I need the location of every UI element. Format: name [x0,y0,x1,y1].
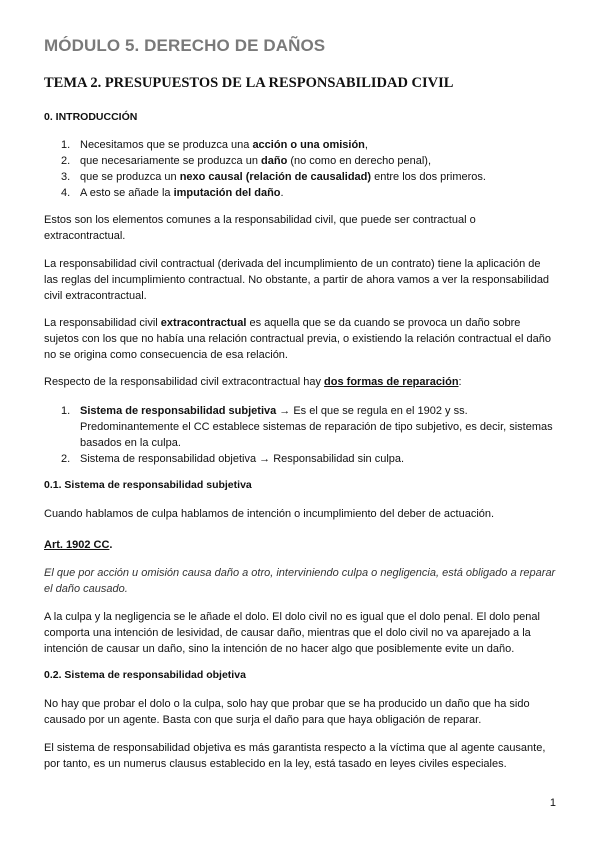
list-item: 1. Necesitamos que se produzca una acción o una omisión, [61,139,368,151]
section-0-heading: 0. INTRODUCCIÓN [44,111,138,123]
paragraph: Cuando hablamos de culpa hablamos de intención o incumplimiento del deber de actuación. [44,508,495,520]
elements-list [44,137,556,201]
page-number: 1 [549,797,556,809]
paragraph: A la culpa y la negligencia se le añade el dolo. El dolo civil no es igual que el dolo penal. El dolo penal comporta una intención de lesividad, de causar daño, mientras que el dolo civil no va aparejado a la intención de causar un daño, sino la intención de no hacer algo que posiblemente evite un daño. [44,611,540,655]
module-title: MÓDULO 5. DERECHO DE DAÑOS [44,36,326,55]
paragraph: No hay que probar el dolo o la culpa, solo hay que probar que se ha producido un daño que ha sido causado por un agente. Basta con que surja el daño para que haya obligación de reparar. [44,698,530,726]
list-item: 3. que se produzca un nexo causal (relación de causalidad) entre los dos primeros. [61,171,486,183]
paragraph: Estos son los elementos comunes a la responsabilidad civil, que puede ser contractual o extracontractual. [44,214,476,242]
tema-title: TEMA 2. PRESUPUESTOS DE LA RESPONSABILIDAD CIVIL [44,75,454,91]
list-item: 1. Sistema de responsabilidad subjetiva → Es el que se regula en el 1902 y ss. Predominantemente el CC establece sistemas de reparación de tipo subjetivo, es decir, sistemas basados en la culpa. [61,405,553,449]
list-item: 4. A esto se añade la imputación del daño. [61,187,284,199]
paragraph: La responsabilidad civil extracontractual es aquella que se da cuando se provoca un daño sobre sujetos con los que no había una relación contractual previa, o existiendo la relación contractual el daño no se origina como consecuencia de esa relación. [44,317,551,361]
list-item: 2. Sistema de responsabilidad objetiva → Responsabilidad sin culpa. [61,453,405,465]
section-02-heading: 0.2. Sistema de responsabilidad objetiva [44,669,246,681]
article-quote: El que por acción u omisión causa daño a otro, interviniendo culpa o negligencia, está obligado a reparar el daño causado. [44,567,556,595]
article-reference: Art. 1902 CC. [44,539,113,551]
reparation-forms-list [44,403,556,467]
section-01-heading: 0.1. Sistema de responsabilidad subjetiva [44,479,252,491]
paragraph: La responsabilidad civil contractual (derivada del incumplimiento de un contrato) tiene la aplicación de las reglas del incumplimiento contractual. No obstante, a partir de ahora vamos a ver la responsabilidad civil extracontractual. [44,258,550,302]
paragraph: Respecto de la responsabilidad civil extracontractual hay dos formas de reparación: [44,376,462,388]
list-item: 2. que necesariamente se produzca un daño (no como en derecho penal), [61,155,431,167]
paragraph: El sistema de responsabilidad objetiva es más garantista respecto a la víctima que al agente causante, por tanto, es un numerus clausus establecido en la ley, está tasado en leyes civiles especiales. [44,742,546,770]
